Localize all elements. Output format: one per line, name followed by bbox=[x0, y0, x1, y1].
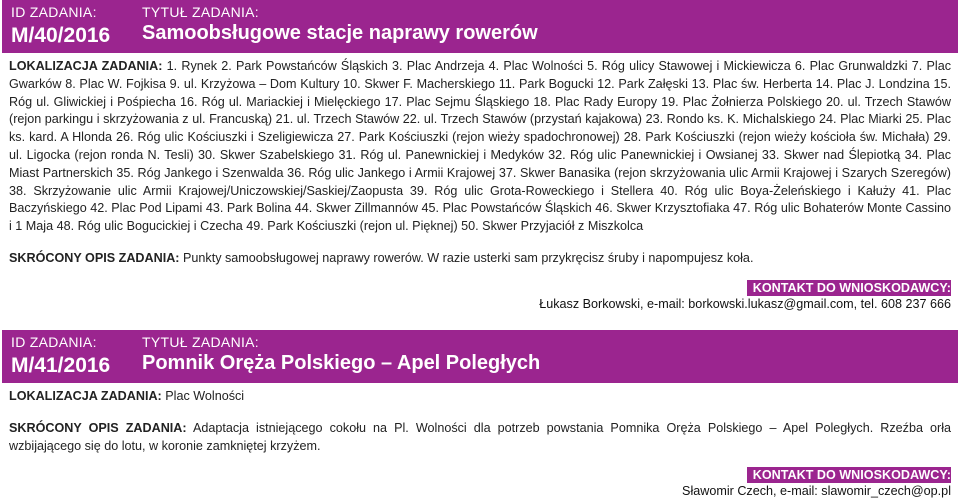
project-title: Pomnik Oręża Polskiego – Apel Poległych bbox=[142, 352, 541, 374]
id-label: ID ZADANIA: bbox=[11, 334, 97, 350]
location-text: 1. Rynek 2. Park Powstańców Śląskich 3. Plac Andrzeja 4. Plac Wolności 5. Róg ulicy Stawowej i Mickiewicza 6. Plac Grunwaldzki 7. Plac Gwarków 8. Plac W. Fojkisa 9. ul. Krzyżowa – Dom Kultury 10. Skwer F. Macherskiego 11. Park Bogucki 12. Park Załęski 13. Plac św. Herberta 14. Plac J. Londzina 15. Róg ul. Gliwickiej i Pośpiecha 16. Róg ul. Mariackiej i Mielęckiego 17. Plac Sejmu Śląskiego 18. Plac Rady Europy 19. Plac Żołnierza Polskiego 20. ul. Trzech Stawów (rejon parkingu i skrzyżowania z ul. Francuską) 21. ul. Trzech Stawów 22. ul. Trzech Stawów (przystań kajakowa) 23. Rondo ks. K. Michalskiego 24. Plac Miarki 25. Plac ks. kard. A Hlonda 26. Róg ulic Kościuszki i Szeligiewicza 27. Park Kościuszki (rejon wieży spadochronowej) 28. Park Kościuszki (rejon wieży kościoła św. Michała) 29. ul. Ligocka (rejon ronda N. Tesli) 30. Skwer Szabelskiego 31. Róg ul. Panewnickiej i Medyków 32. Róg ulic Panewnickiej i Owsianej 33. Skwer nad Ślepiotką 34. Plac Miast Partnerskich 35. Róg Jankego i Szenwalda 36. Róg ulic Jankego i Armii Krajowej 37. Skwer Banasika (rejon skrzyżowania ulic Armii Krajowej i Szarych Szeregów) 38. Skrzyżowanie ulic Armii Krajowej/Uniczowskiej/Saskiej/Zaopusta 39. Róg ulic Grota-Roweckiego i Stellera 40. Róg ulic Boya-Żeleńskiego i Kałuży 41. Plac Baczyńskiego 42. Plac Pod Lipami 43. Park Bolina 44. Skwer Zillmannów 45. Plac Powstańców Śląskich 46. Skwer Krzysztofiaka 47. Róg ulic Bohaterów Monte Cassino i 1 Maja 48. Róg ulic Bogucickiej i Czecha 49. Park Kościuszki (rejon ul. Pięknej) 50. Skwer Przyjaciół z Miszkolca bbox=[9, 59, 952, 234]
contact-text: Sławomir Czech, e-mail: slawomir_czech@op.pl bbox=[682, 484, 951, 499]
location-paragraph bbox=[9, 58, 951, 236]
contact-block bbox=[9, 280, 951, 312]
description-paragraph bbox=[9, 250, 951, 268]
project-body bbox=[0, 383, 960, 499]
contact-label: KONTAKT DO WNIOSKODAWCY: bbox=[747, 467, 951, 483]
description-text: Adaptacja istniejącego cokołu na Pl. Wolności dla potrzeb powstania Pomnika Oręża Polskiego – Apel Poległych. Rzeźba orła wzbijającego się do lotu, w koronie zamkniętej krzyżem. bbox=[9, 420, 952, 453]
contact-label: KONTAKT DO WNIOSKODAWCY: bbox=[747, 280, 951, 296]
project-body bbox=[0, 53, 960, 312]
description-label: SKRÓCONY OPIS ZADANIA: bbox=[9, 420, 187, 435]
project-title: Samoobsługowe stacje naprawy rowerów bbox=[142, 22, 538, 44]
project-id: M/40/2016 bbox=[11, 24, 111, 47]
title-label: TYTUŁ ZADANIA: bbox=[142, 334, 259, 350]
id-label: ID ZADANIA: bbox=[11, 4, 97, 20]
title-label: TYTUŁ ZADANIA: bbox=[142, 4, 259, 20]
location-text: Plac Wolności bbox=[165, 389, 245, 403]
description-text: Punkty samoobsługowej naprawy rowerów. W razie usterki sam przykręcisz śruby i napompujesz koła. bbox=[183, 250, 754, 265]
project-id: M/41/2016 bbox=[11, 354, 111, 377]
project-header bbox=[2, 330, 958, 383]
location-label: LOKALIZACJA ZADANIA: bbox=[9, 59, 163, 73]
project-m41 bbox=[0, 330, 960, 499]
location-paragraph bbox=[9, 388, 951, 406]
description-label: SKRÓCONY OPIS ZADANIA: bbox=[9, 250, 180, 265]
description-paragraph bbox=[9, 420, 951, 456]
project-header bbox=[2, 0, 958, 53]
contact-block bbox=[9, 467, 951, 499]
contact-text: Łukasz Borkowski, e-mail: borkowski.lukasz@gmail.com, tel. 608 237 666 bbox=[539, 296, 951, 311]
location-label: LOKALIZACJA ZADANIA: bbox=[9, 389, 162, 403]
